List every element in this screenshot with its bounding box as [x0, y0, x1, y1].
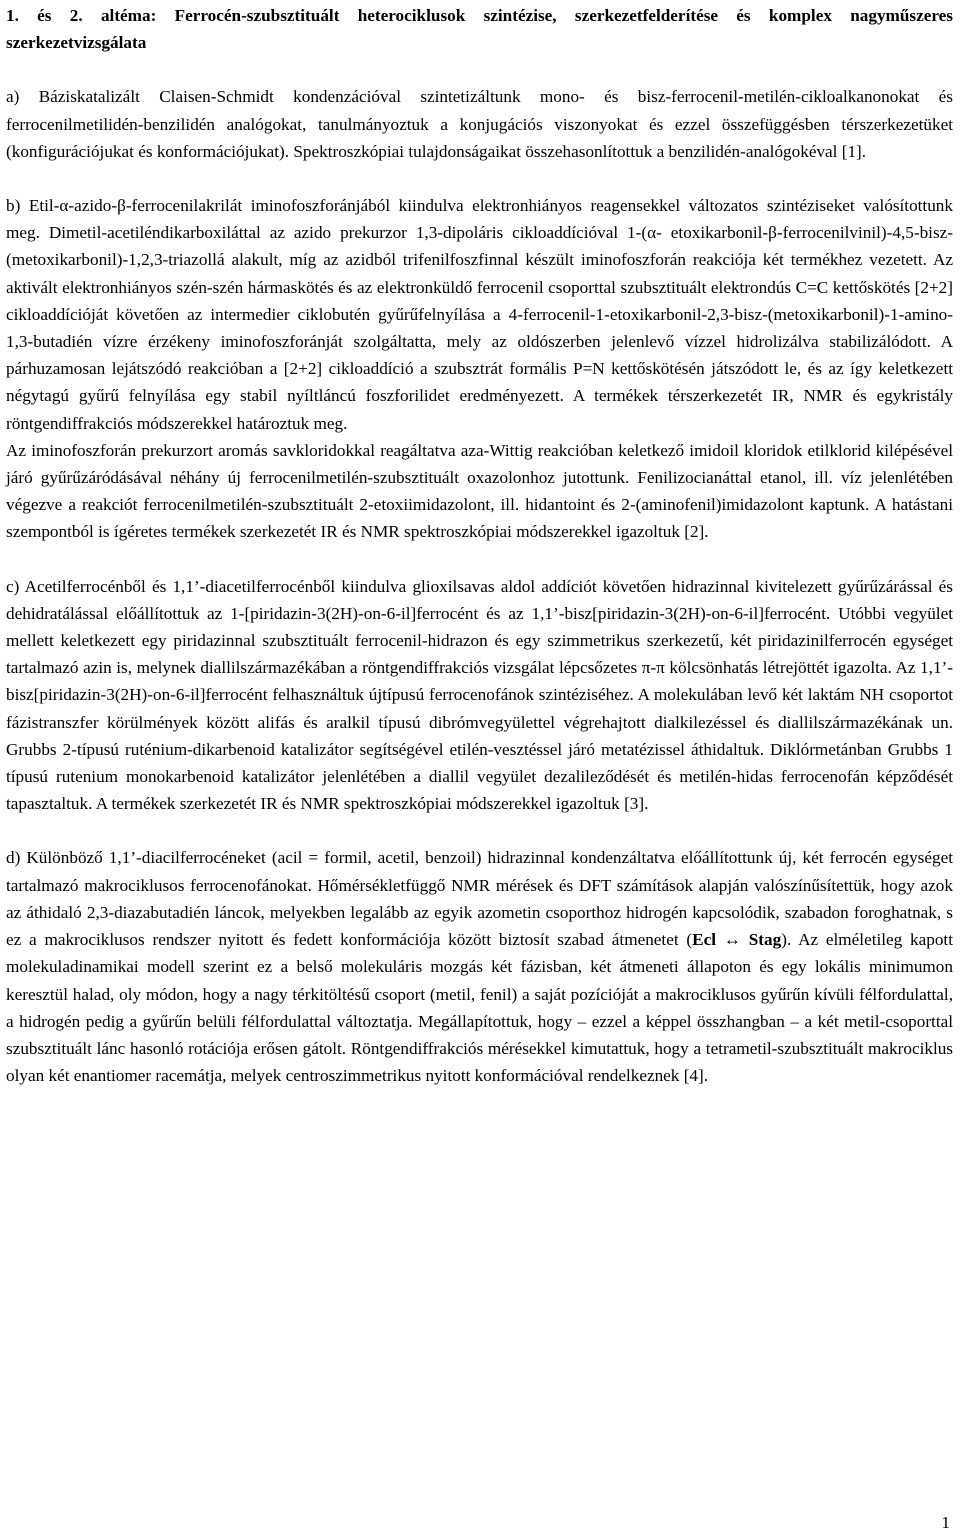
paragraph-b-continued: Az iminofoszforán prekurzort aromás savkloridokkal reagáltatva aza-Wittig reakcióban keletkező imidoil kloridok etilklorid kilépésével járó gyűrűzáródásával néhány új ferrocenilmetilén-szubsztituált oxazolonhoz jutottunk. Fenilizocianáttal etanol, ill. víz jelenlétében végezve a reakciót ferrocenilmetilén-szubsztituált 2-etoxiimidazolont, ill. hidantoint és 2-(aminofenil)imidazolont kaptunk. A hatástani szempontból is ígéretes termékek szerkezetét IR és NMR spektroszkópiai módszerekkel igazoltuk [2]. [6, 440, 953, 542]
arrow-symbol: ↔ [715, 930, 749, 950]
paragraph-b: b) Etil-α-azido-β-ferrocenilakrilát iminofoszforánjából kiindulva elektronhiányos reagensekkel változatos szintéziseket valósítottunk meg. Dimetil-acetiléndikarboxiláttal az azido prekurzor 1,3-dipoláris cikloaddícióval 1-(α- etoxikarbonil-β-ferrocenilvinil)-4,5-bisz-(metoxikarbonil)-1,2,3-triazollá alakult, míg az azidból trifenilfoszfinnal készült iminofoszforán reakciója két termékhez vezetett. Az aktivált elektronhiányos szén-szén hármaskötés és az elektronküldő ferrocenil csoporttal szubsztituált elektrondús C=C kettőskötés [2+2] cikloaddícióját követően az intermedier ciklobutén gyűrűfelnyílása a 4-ferrocenil-1-etoxikarbonil-2,3-bisz-(metoxikarbonil)-1-amino-1,3-butadién vízre érzékeny iminofoszforánját szolgáltatta, mely az oldószerben jelenlevő vízzel hidrolizálva stabilizálódott. A párhuzamosan lejátszódó reakcióban a [2+2] cikloaddíció a szubsztrát formális P=N kettőskötésén játszódott le, és az így keletkezett négytagú gyűrű felnyílása egy stabil nyíltláncú foszforilidet eredményezett. A termékek térszerkezetét IR, NMR és egykristály röntgendiffrakciós módszerekkel határoztuk meg. [6, 196, 953, 433]
paragraph-a: a) Báziskatalizált Claisen-Schmidt kondenzációval szintetizáltunk mono- és bisz-ferrocenil-metilén-cikloalkanonokat és ferrocenilmetilidén-benzilidén analógokat, tanulmányoztuk a konjugációs viszonyokat és ezzel összefüggésben térszerkezetüket (konfigurációjukat és konformációjukat). Spektroszkópiai tulajdonságaikat összehasonlítottuk a benzilidén-analógokéval [1]. [6, 87, 953, 161]
paragraph-c: c) Acetilferrocénből és 1,1’-diacetilferrocénből kiindulva glioxilsavas aldol addíciót követően hidrazinnal kivitelezett gyűrűzárással és dehidratálással előállítottuk az 1-[piridazin-3(2H)-on-6-il]ferrocént és az 1,1’-bisz[piridazin-3(2H)-on-6-il]ferrocént. Utóbbi vegyület mellett keletkezett egy piridazinnal szubsztituált ferrocenil-hidrazon és egy szimmetrikus szerkezetű, két piridazinilferrocén egységet tartalmazó azin is, melynek diallilszármazékában a röntgendiffrakciós vizsgálat lépcsőzetes π-π kölcsönhatás létrejöttét igazolta. Az 1,1’-bisz[piridazin-3(2H)-on-6-il]ferrocént felhasználtuk újtípusú ferrocenofánok szintéziséhez. A molekulában levő két laktám NH csoportot fázistranszfer körülmények között alifás és aralkil típusú dibrómvegyülettel végrehajtott dialkilezéssel és diallilszármazékának un. Grubbs 2-típusú ruténium-dikarbenoid katalizátor segítségével etilén-vesztéssel járó metatézissel áthidaltuk. Diklórmetánban Grubbs 1 típusú rutenium monokarbenoid katalizátor jelenlétében a diallil vegyület dezalileződését és metilén-hidas ferrocenofán képződését tapasztaltuk. A termékek szerkezetét IR és NMR spektroszkópiai módszerekkel igazoltuk [3]. [6, 576, 953, 814]
stag-term: Stag [748, 930, 782, 950]
paragraph-d [6, 844, 953, 1089]
document-heading: 1. és 2. altéma: Ferrocén-szubsztituált heterociklusok szintézise, szerkezetfelderítése és komplex nagyműszeres szerkezetvizsgálata [6, 6, 953, 53]
paragraph-d-text-before: d) Különböző 1,1’-diacilferrocéneket (acil = formil, acetil, benzoil) hidrazinnal kondenzáltatva előállítottunk új, két ferrocén egységet tartalmazó makrociklusos ferrocenofánokat. Hőmérsékletfüggő NMR mérések és DFT számítások alapján valószínűsítettük, hogy azok az áthidaló 2,3-diazabutadién láncok, melyekben legalább az egyik azometin csoporthoz hidrogén kapcsolódik, szabadon foroghatnak, s ez a makrociklusos rendszer nyitott és fedett konformációja között biztosít szabad átmenetet ( [6, 848, 953, 950]
ecl-term: Ecl [692, 930, 716, 950]
paragraph-d-text-after: ). Az elméletileg kapott molekuladinamikai modell szerint ez a belső molekuláris mozgás két fázisban, két átmeneti állapoton és egy lokális minimumon keresztül halad, oly módon, hogy a nagy térkitöltésű csoport (metil, fenil) a saját pozícióját a makrociklusos gyűrűn kívüli félfordulattal, a hidrogén pedig a gyűrűn belüli félfordulattal változtatja. Megállapítottuk, hogy – ezzel a képpel összhangban – a két metil-csoporttal szubsztituált lánc hasonló rotációja erősen gátolt. Röntgendiffrakciós mérésekkel kimutattuk, hogy a tetrametil-szubsztituált makrociklus olyan két enantiomer racemátja, melyek centroszimmetrikus nyitott konformációval rendelkeznek [4]. [6, 930, 953, 1086]
page-number: 1 [941, 1513, 950, 1532]
